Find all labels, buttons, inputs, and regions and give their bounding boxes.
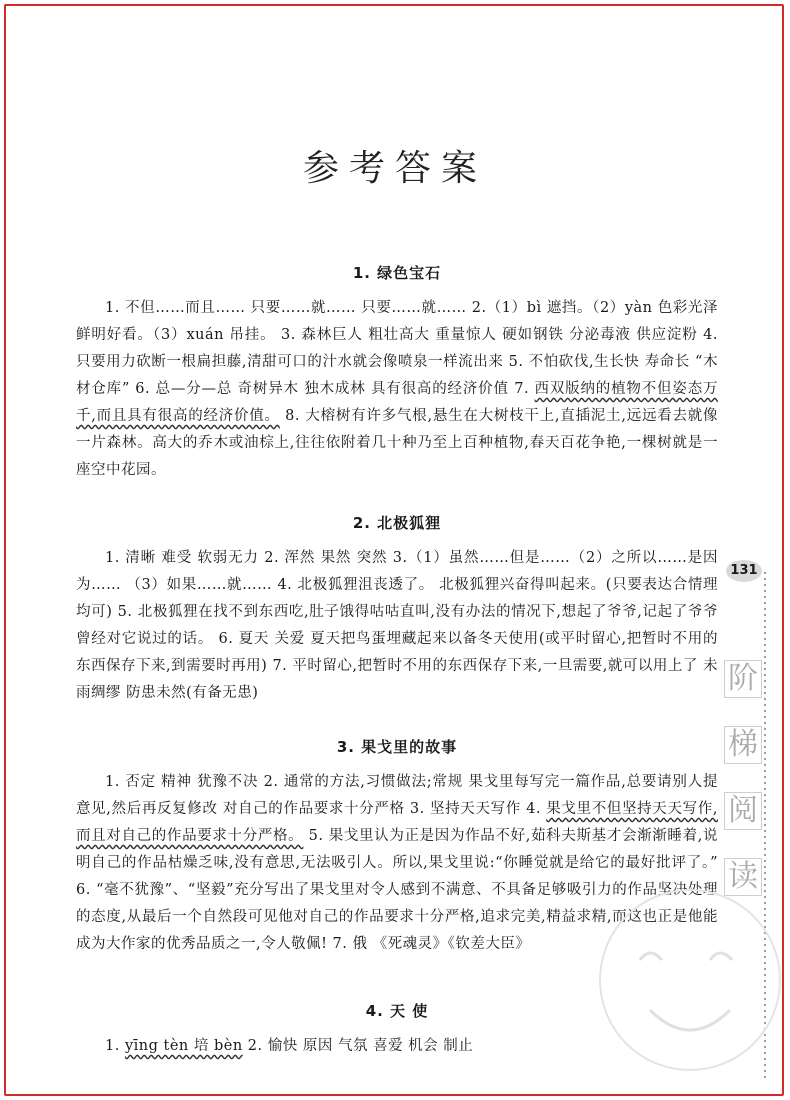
series-char: 阶 [724,660,762,698]
section-heading: 3. 果戈里的故事 [336,738,458,756]
underlined-answer: yīng tèn 培 bèn [124,1038,243,1054]
section-answers [76,295,718,484]
section-answers: 1. 清晰 难受 软弱无力 2. 浑然 果然 突然 3.（1）虽然……但是……（2）之所以……是因为…… （3）如果……就…… 4. 北极狐狸沮丧透了。 北极狐狸兴奋得叫起来。(只要表达合情理均可) 5. 北极狐狸在找不到东西吃,肚子饿得咕咕直叫,没有办法的情况下,想起了爷爷,记起了爷爷曾经对它说过的话。 6. 夏天 关爱 夏天把鸟蛋埋藏起来以备冬天使用(或平时留心,把暂时不用的东西保存下来,到需要时再用) 7. 平时留心,把暂时不用的东西保存下来,一旦需要,就可以用上了 未雨绸缪 防患未然(有备无患) [76,550,718,701]
answer-text: 8. 大榕树有许多气根,悬生在大树枝干上,直插泥土,远远看去就像一片森林。高大的乔木或油棕上,往往依附着几十种乃至上百种植物,春天百花争艳,一棵树就是一座空中花园。 [76,408,719,478]
answer-text: 1. 否定 精神 犹豫不决 2. 通常的方法,习惯做法;常规 果戈里每写完一篇作品,总要请别人提意见,然后再反复修改 对自己的作品要求十分严格 3. 坚持天天写作 4. [76,774,718,817]
answer-text: 5. 果戈里认为正是因为作品不好,茹科夫斯基才会渐渐睡着,说明自己的作品枯燥乏味,没有意思,无法吸引人。所以,果戈里说:“你睡觉就是给它的最好批评了。” 6. “毫不犹豫”、“坚毅”充分写出了果戈里对令人感到不满意、不具备足够吸引力的作品坚决处理的态度,从最后一个自然段可见他对自己的作品要求十分严格,追求完美,精益求精,而这也正是他能成为大作家的优秀品质之一,令人敬佩! 7. 俄 《死魂灵》《钦差大臣》 [76,828,718,952]
page-title: 参考答案 [302,148,487,189]
answer-text: 1. 不但……而且…… 只要……就…… 只要……就…… 2.（1）bì 遮挡。（2）yàn 色彩光泽鲜明好看。（3）xuán 吊挂。 3. 森林巨人 粗壮高大 重量惊人 硬如钢铁 分泌毒液 供应淀粉 4. 只要用力砍断一根扁担藤,清甜可口的汁水就会像喷泉一样流出来 5. 不怕砍伐,生长快 寿命长 “木材仓库” 6. 总—分—总 奇树异木 独木成林 具有很高的经济价值 7. [76,300,718,397]
series-char: 读 [724,858,762,896]
answer-text: 1. [105,1038,125,1054]
underlined-answer: 西双版纳的植物不但姿态万千,而且具有很高的经济价值。 [76,381,719,424]
answer-section-1 [76,262,718,484]
answer-text: 2. 愉快 原因 气氛 喜爱 机会 制止 [242,1038,474,1054]
series-char: 阅 [724,792,762,830]
answer-section-2 [76,512,718,707]
series-char: 梯 [724,726,762,764]
page-number-badge: 131 [726,560,762,582]
section-heading: 2. 北极狐狸 [352,514,442,532]
underlined-answer: 果戈里不但坚持天天写作,而且对自己的作品要求十分严格。 [76,801,718,844]
section-heading: 1. 绿色宝石 [352,264,442,282]
smiley-face-icon [580,860,790,1090]
section-heading: 4. 天 使 [365,1002,429,1020]
